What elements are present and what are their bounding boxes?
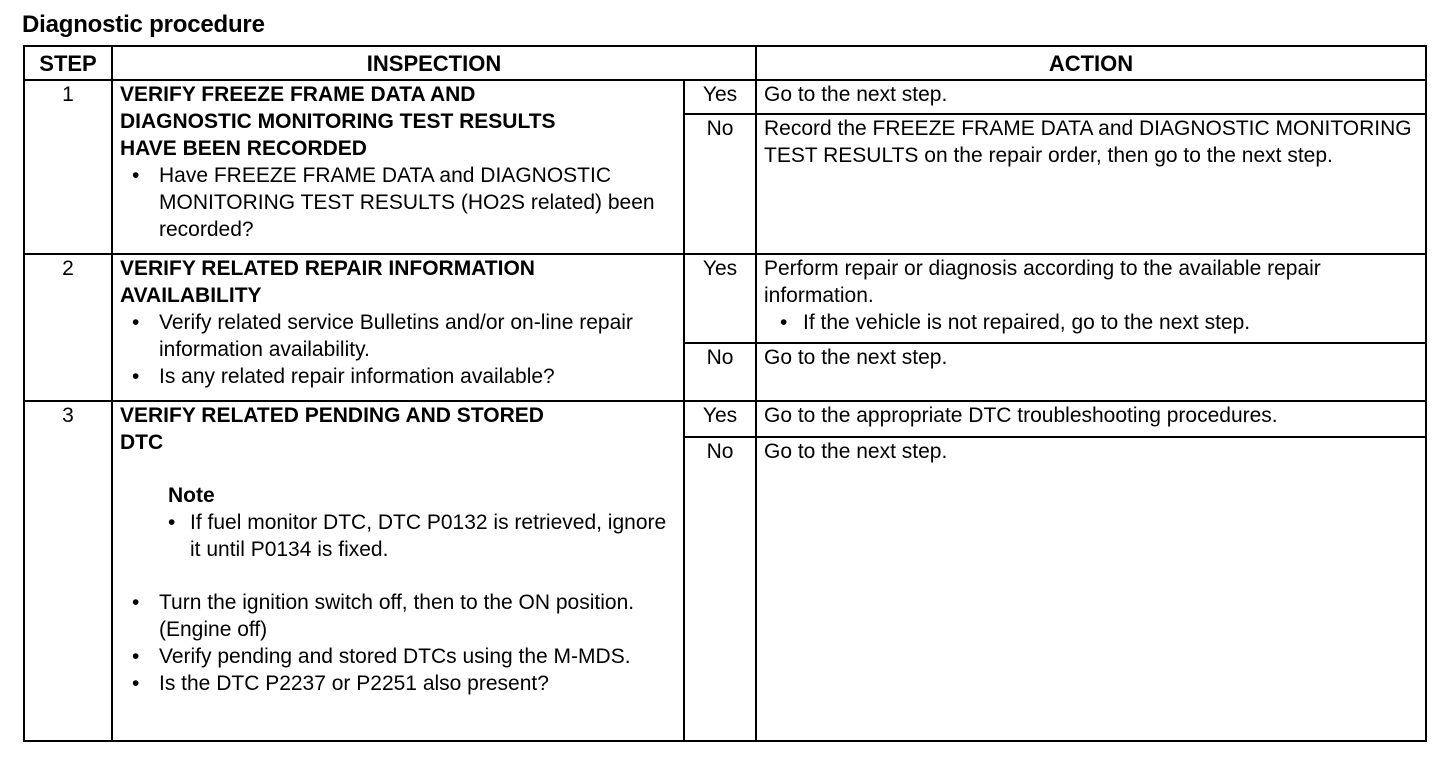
no-label: No: [684, 114, 756, 254]
step-2-inspection: [112, 254, 684, 401]
header-inspection: INSPECTION: [112, 46, 756, 80]
no-label: No: [684, 343, 756, 401]
step-number: 3: [24, 401, 112, 741]
step-3-inspection: [112, 401, 684, 741]
title-line: VERIFY FREEZE FRAME DATA AND: [120, 83, 476, 106]
bullet-item: • Turn the ignition switch off, then to the ON position. (Engine off): [120, 589, 676, 643]
diagnostic-table: [23, 45, 1427, 742]
no-action: Record the FREEZE FRAME DATA and DIAGNOSTIC MONITORING TEST RESULTS on the repair order, then go to the next step.: [756, 114, 1426, 254]
step-3-yes-row: [24, 401, 1426, 437]
yes-label: Yes: [684, 401, 756, 437]
note-bullets: [168, 509, 676, 563]
note-title: Note: [168, 484, 215, 507]
step-2-bullets: [120, 309, 676, 390]
step-2-yes-row: [24, 254, 1426, 343]
no-action: Go to the next step.: [756, 343, 1426, 401]
step-1-inspection: [112, 80, 684, 254]
yes-action: [756, 254, 1426, 343]
no-label: No: [684, 437, 756, 741]
bullet-item: • Is any related repair information available?: [120, 363, 676, 390]
title-line: DIAGNOSTIC MONITORING TEST RESULTS: [120, 110, 556, 133]
page-title: Diagnostic procedure: [22, 11, 265, 38]
step-1-title: [120, 81, 676, 162]
yes-label: Yes: [684, 80, 756, 114]
yes-action-bullets: [764, 309, 1418, 336]
step-number: 1: [24, 80, 112, 254]
no-action: Go to the next step.: [756, 437, 1426, 741]
step-number: 2: [24, 254, 112, 401]
header-step: STEP: [24, 46, 112, 80]
bullet-item: • If the vehicle is not repaired, go to the next step.: [764, 309, 1418, 336]
yes-action: Go to the next step.: [756, 80, 1426, 114]
title-line: VERIFY RELATED PENDING AND STORED: [120, 404, 544, 427]
yes-action-text: Perform repair or diagnosis according to the available repair information.: [764, 257, 1321, 307]
step-3-title: [120, 402, 676, 456]
title-line: VERIFY RELATED REPAIR INFORMATION: [120, 257, 535, 280]
bullet-item: • Is the DTC P2237 or P2251 also present?: [120, 670, 676, 697]
bullet-item: • Verify pending and stored DTCs using the M-MDS.: [120, 643, 676, 670]
step-2-title: [120, 255, 676, 309]
title-line: DTC: [120, 431, 164, 454]
bullet-item: • If fuel monitor DTC, DTC P0132 is retrieved, ignore it until P0134 is fixed.: [168, 509, 676, 563]
header-row: [24, 46, 1426, 80]
step-1-bullets: [120, 162, 676, 243]
bullet-item: • Verify related service Bulletins and/or on-line repair information availability.: [120, 309, 676, 363]
header-action: ACTION: [756, 46, 1426, 80]
bullet-item: • Have FREEZE FRAME DATA and DIAGNOSTIC MONITORING TEST RESULTS (HO2S related) been recorded?: [120, 162, 676, 243]
yes-label: Yes: [684, 254, 756, 343]
title-line: AVAILABILITY: [120, 284, 262, 307]
title-line: HAVE BEEN RECORDED: [120, 137, 367, 160]
step-3-bullets: [120, 589, 676, 697]
note-block: [120, 482, 676, 563]
step-1-yes-row: [24, 80, 1426, 114]
yes-action: Go to the appropriate DTC troubleshooting procedures.: [756, 401, 1426, 437]
